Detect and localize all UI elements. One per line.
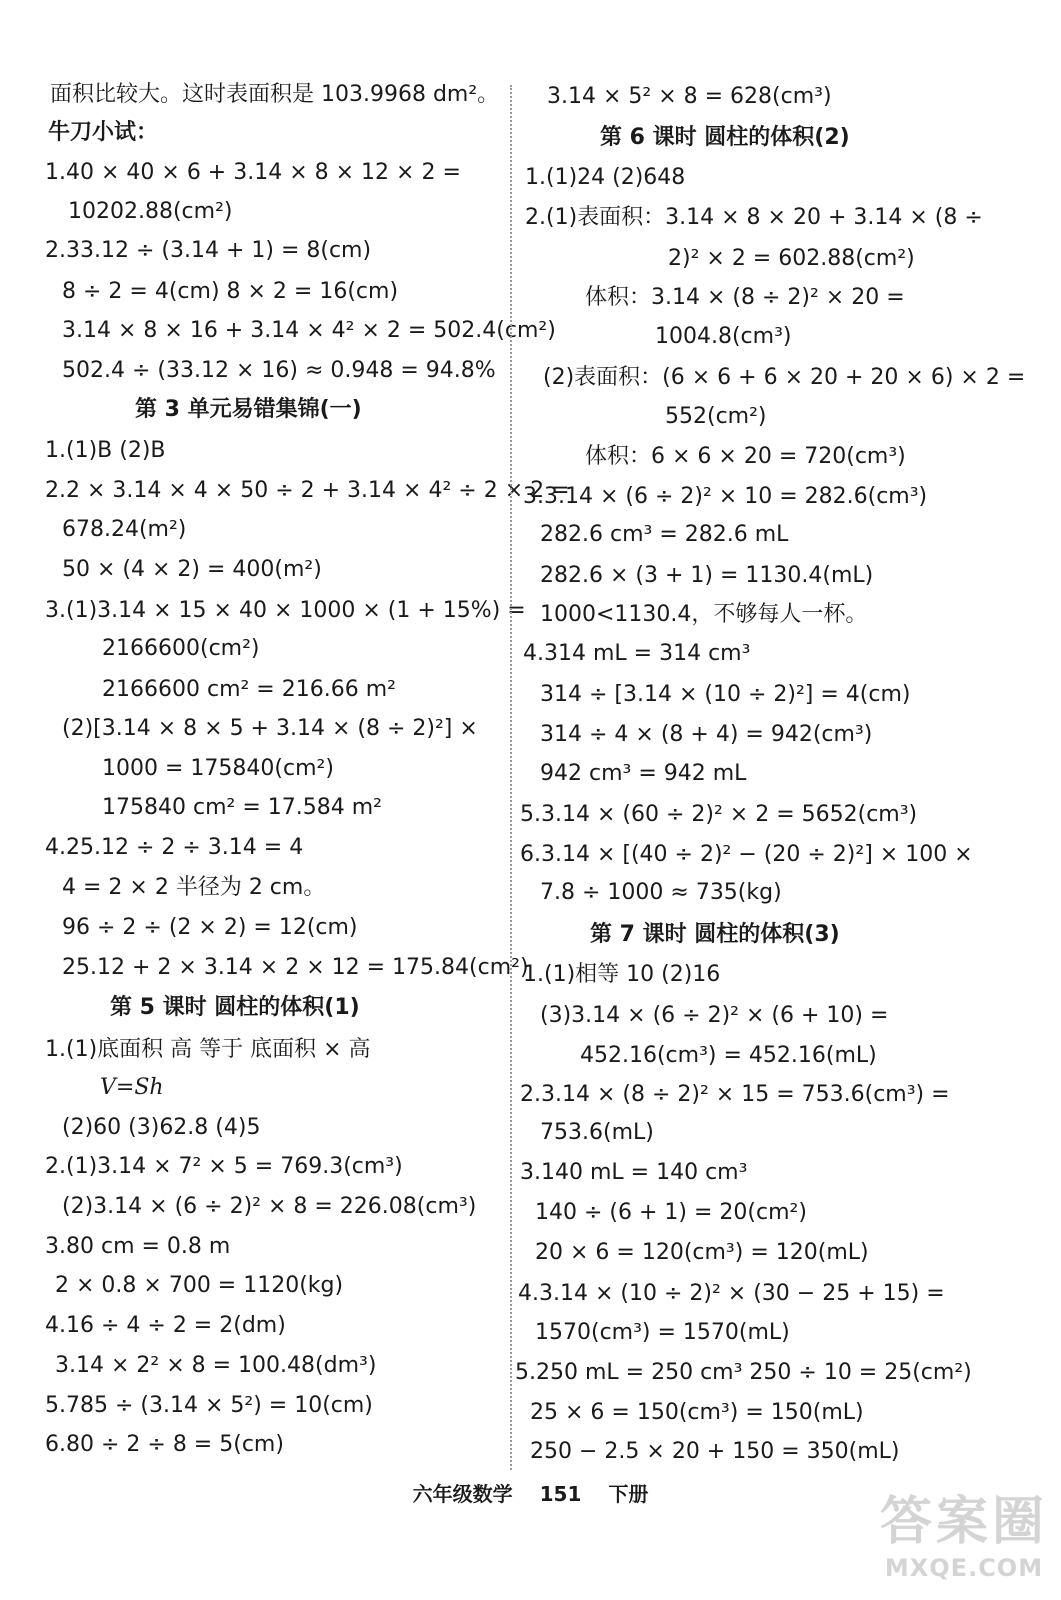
text-line: 314 ÷ [3.14 × (10 ÷ 2)²] = 4(cm) bbox=[540, 682, 911, 707]
text-line: 2.3.14 × (8 ÷ 2)² × 15 = 753.6(cm³) = bbox=[520, 1082, 950, 1107]
text-line: 3.14 × 2² × 8 = 100.48(dm³) bbox=[55, 1353, 377, 1378]
section-heading: 第 3 单元易错集锦(一) bbox=[135, 397, 362, 422]
section-heading: 第 7 课时 圆柱的体积(3) bbox=[590, 922, 840, 947]
text-line: 体积：6 × 6 × 20 = 720(cm³) bbox=[585, 444, 906, 469]
text-line: 452.16(cm³) = 452.16(mL) bbox=[580, 1043, 877, 1068]
text-line: 140 ÷ (6 + 1) = 20(cm²) bbox=[535, 1200, 807, 1225]
text-line: 1570(cm³) = 1570(mL) bbox=[535, 1320, 790, 1345]
text-line: 1000<1130.4，不够每人一杯。 bbox=[540, 602, 868, 627]
text-line: 3.3.14 × (6 ÷ 2)² × 10 = 282.6(cm³) bbox=[523, 484, 928, 509]
watermark bbox=[879, 1490, 1049, 1590]
text-line: 4.25.12 ÷ 2 ÷ 3.14 = 4 bbox=[45, 835, 304, 860]
text-line: 1004.8(cm³) bbox=[655, 324, 792, 349]
formula-line: V=Sh bbox=[100, 1075, 164, 1100]
text-line: 1.(1)相等 10 (2)16 bbox=[523, 962, 721, 987]
text-line: 4.314 mL = 314 cm³ bbox=[523, 641, 751, 666]
text-line: 面积比较大。这时表面积是 103.9968 dm²。 bbox=[50, 82, 500, 107]
text-line: 502.4 ÷ (33.12 × 16) ≈ 0.948 = 94.8% bbox=[62, 358, 496, 383]
text-line: (2)[3.14 × 8 × 5 + 3.14 × (8 ÷ 2)²] × bbox=[62, 716, 478, 741]
text-line: 50 × (4 × 2) = 400(m²) bbox=[62, 557, 322, 582]
text-line: 552(cm²) bbox=[665, 404, 767, 429]
text-line: 8 ÷ 2 = 4(cm) 8 × 2 = 16(cm) bbox=[62, 279, 399, 304]
text-line: 3.14 × 8 × 16 + 3.14 × 4² × 2 = 502.4(cm²) bbox=[62, 318, 556, 343]
text-line: 4.16 ÷ 4 ÷ 2 = 2(dm) bbox=[45, 1313, 286, 1338]
text-line: 4.3.14 × (10 ÷ 2)² × (30 − 25 + 15) = bbox=[518, 1281, 945, 1306]
text-line: 4 = 2 × 2 半径为 2 cm。 bbox=[62, 875, 326, 900]
text-line: 314 ÷ 4 × (8 + 4) = 942(cm³) bbox=[540, 722, 873, 747]
text-line: 282.6 cm³ = 282.6 mL bbox=[540, 522, 789, 547]
text-line: 2166600(cm²) bbox=[102, 636, 260, 661]
text-line: 3.(1)3.14 × 15 × 40 × 1000 × (1 + 15%) = bbox=[45, 598, 526, 623]
text-line: 250 − 2.5 × 20 + 150 = 350(mL) bbox=[530, 1439, 900, 1464]
text-line: 282.6 × (3 + 1) = 1130.4(mL) bbox=[540, 563, 874, 588]
text-line: 942 cm³ = 942 mL bbox=[540, 761, 747, 786]
text-line: 1.(1)B (2)B bbox=[45, 438, 166, 463]
text-line: (2)表面积：(6 × 6 + 6 × 20 + 20 × 6) × 2 = bbox=[543, 365, 1026, 390]
text-line: 25 × 6 = 150(cm³) = 150(mL) bbox=[530, 1400, 864, 1425]
watermark-logo: 答案圈 bbox=[879, 1492, 1048, 1552]
section-heading: 牛刀小试： bbox=[48, 120, 159, 145]
text-line: 3.14 × 5² × 8 = 628(cm³) bbox=[547, 84, 832, 109]
text-line: 1.40 × 40 × 6 + 3.14 × 8 × 12 × 2 = bbox=[45, 160, 461, 185]
watermark-url: MXQE.COM bbox=[884, 1554, 1044, 1582]
text-line: 20 × 6 = 120(cm³) = 120(mL) bbox=[535, 1240, 869, 1265]
text-line: 678.24(m²) bbox=[62, 517, 187, 542]
text-line: 2)² × 2 = 602.88(cm²) bbox=[668, 246, 915, 271]
page-number: 151 bbox=[539, 1482, 582, 1506]
section-heading: 第 6 课时 圆柱的体积(2) bbox=[600, 125, 850, 150]
text-line: 1.(1)底面积 高 等于 底面积 × 高 bbox=[45, 1037, 371, 1062]
text-line: 2 × 0.8 × 700 = 1120(kg) bbox=[55, 1273, 344, 1298]
text-line: 3.80 cm = 0.8 m bbox=[45, 1234, 231, 1259]
text-line: (2)60 (3)62.8 (4)5 bbox=[62, 1115, 261, 1140]
footer-grade: 六年级数学 bbox=[412, 1482, 513, 1506]
text-line: 2.(1)表面积：3.14 × 8 × 20 + 3.14 × (8 ÷ bbox=[525, 205, 983, 230]
text-line: 体积：3.14 × (8 ÷ 2)² × 20 = bbox=[585, 285, 905, 310]
text-line: 6.80 ÷ 2 ÷ 8 = 5(cm) bbox=[45, 1432, 284, 1457]
text-line: 1000 = 175840(cm²) bbox=[102, 756, 334, 781]
text-line: 6.3.14 × [(40 ÷ 2)² − (20 ÷ 2)²] × 100 × bbox=[520, 842, 973, 867]
text-line: (3)3.14 × (6 ÷ 2)² × (6 + 10) = bbox=[540, 1003, 889, 1028]
column-divider bbox=[510, 85, 512, 1470]
text-line: 2166600 cm² = 216.66 m² bbox=[102, 677, 396, 702]
text-line: 10202.88(cm²) bbox=[68, 199, 233, 224]
text-line: 5.3.14 × (60 ÷ 2)² × 2 = 5652(cm³) bbox=[520, 802, 918, 827]
text-line: 25.12 + 2 × 3.14 × 2 × 12 = 175.84(cm²) bbox=[62, 955, 529, 980]
text-line: 175840 cm² = 17.584 m² bbox=[102, 795, 382, 820]
text-line: 96 ÷ 2 ÷ (2 × 2) = 12(cm) bbox=[62, 915, 358, 940]
footer-volume: 下册 bbox=[608, 1482, 649, 1506]
text-line: 7.8 ÷ 1000 ≈ 735(kg) bbox=[540, 880, 782, 905]
text-line: 5.785 ÷ (3.14 × 5²) = 10(cm) bbox=[45, 1393, 373, 1418]
text-line: 2.2 × 3.14 × 4 × 50 ÷ 2 + 3.14 × 4² ÷ 2 × 2 = bbox=[45, 478, 570, 503]
section-heading: 第 5 课时 圆柱的体积(1) bbox=[110, 995, 360, 1020]
text-line: (2)3.14 × (6 ÷ 2)² × 8 = 226.08(cm³) bbox=[62, 1194, 477, 1219]
text-line: 3.140 mL = 140 cm³ bbox=[520, 1160, 748, 1185]
text-line: 1.(1)24 (2)648 bbox=[525, 165, 686, 190]
text-line: 2.(1)3.14 × 7² × 5 = 769.3(cm³) bbox=[45, 1154, 403, 1179]
text-line: 753.6(mL) bbox=[540, 1120, 654, 1145]
text-line: 2.33.12 ÷ (3.14 + 1) = 8(cm) bbox=[45, 238, 372, 263]
text-line: 5.250 mL = 250 cm³ 250 ÷ 10 = 25(cm²) bbox=[515, 1360, 972, 1385]
